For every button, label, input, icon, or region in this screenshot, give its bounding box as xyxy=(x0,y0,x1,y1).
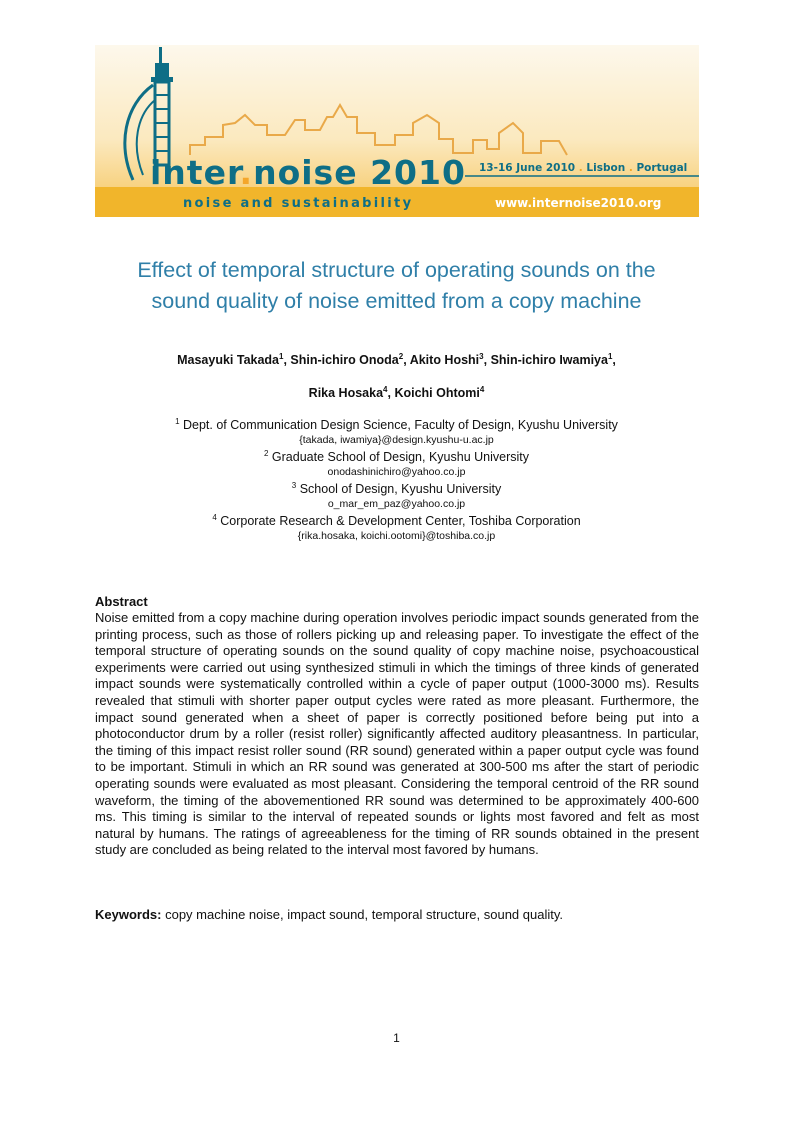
conference-banner xyxy=(95,45,699,217)
keywords xyxy=(95,907,699,922)
author: Akito Hoshi xyxy=(409,353,480,368)
affiliation-4: $^4$ Corporate Research & Development Center, Toshiba Corporation xyxy=(212,513,581,529)
author: Rika Hosaka xyxy=(308,386,384,401)
abstract-text: Noise emitted from a copy machine during operation involves periodic impact sounds generated from the printing process, such as those of rollers picking up and releasing paper. To investigate the effect of the temporal structure of operating sounds on the sound quality of copy machine noise, psychoacoustical experiments were carried out using synthesized stimuli in which the timings of three kinds of generated impact sounds were systematically controlled within a cycle of paper output (1000-3000 ms). Results revealed that stimuli with shorter paper output cycles were rated as more pleasant. Furthermore, the impact sound generated when a sheet of paper is correctly positioned before being put into a photoconductor drum by a roller (resist roller) significantly affected auditory pleasantness. In particular, the timing of this impact resist roller sound (RR sound) generated within a paper output cycle was found to be important. Stimuli in which an RR sound was generated at 300-500 ms after the start of periodic operating sounds were evaluated as most pleasant. Considering the temporal centroid of the RR sound waveform, the timing of the abovementioned RR sound was determined to be approximately 400-600 ms. This timing is similar to the interval of repeated sounds or lights most favored and felt as most natural by humans. The ratings of agreeableness for the timing of RR sounds obtained in the present study are concluded as being related to the interval most favored by humans. xyxy=(95,610,699,858)
event-info: 13-16 June 2010 . Lisbon . Portugal xyxy=(479,162,688,174)
affiliation-2-email: onodashinichiro@yahoo.co.jp xyxy=(327,466,466,478)
author: Masayuki Takada xyxy=(177,353,280,368)
author: Shin-ichiro Onoda xyxy=(290,353,399,368)
page-number: 1 xyxy=(393,1031,400,1045)
affiliation-3-email: o_mar_em_paz@yahoo.co.jp xyxy=(327,498,466,510)
affiliation-3: $^3$ School of Design, Kyushu University xyxy=(291,481,502,497)
affiliation-2: $^2$ Graduate School of Design, Kyushu University xyxy=(263,449,529,465)
event-url: www.internoise2010.org xyxy=(495,196,662,210)
affiliation-1: $^1$ Dept. of Communication Design Science, Faculty of Design, Kyushu University xyxy=(175,417,618,433)
author: Koichi Ohtomi xyxy=(394,386,480,401)
brand-subtitle: noise and sustainability xyxy=(183,196,414,211)
affiliation-1-email: {takada, iwamiya}@design.kyushu-u.ac.jp xyxy=(299,434,494,446)
paper-title-line-2: sound quality of noise emitted from a copy machine xyxy=(151,289,642,313)
keywords-text: copy machine noise, impact sound, temporal structure, sound quality. xyxy=(165,907,564,922)
paper-title xyxy=(60,255,733,317)
authors-line-1: Masayuki Takada$^1$, Shin-ichiro Onoda$^2$, Akito Hoshi$^3$, Shin-ichiro Iwamiya$^1$, xyxy=(177,352,616,368)
authors-line-2: Rika Hosaka$^4$, Koichi Ohtomi$^4$ xyxy=(308,385,485,401)
brand-title: inter.noise 2010 xyxy=(150,153,466,192)
author: Shin-ichiro Iwamiya xyxy=(490,353,608,368)
affiliation-4-email: {rika.hosaka, koichi.ootomi}@toshiba.co.jp xyxy=(297,530,496,542)
paper-title-line-1: Effect of temporal structure of operating sounds on the xyxy=(137,258,656,282)
abstract-heading: Abstract xyxy=(95,594,148,609)
keywords-label: Keywords: xyxy=(95,907,162,922)
